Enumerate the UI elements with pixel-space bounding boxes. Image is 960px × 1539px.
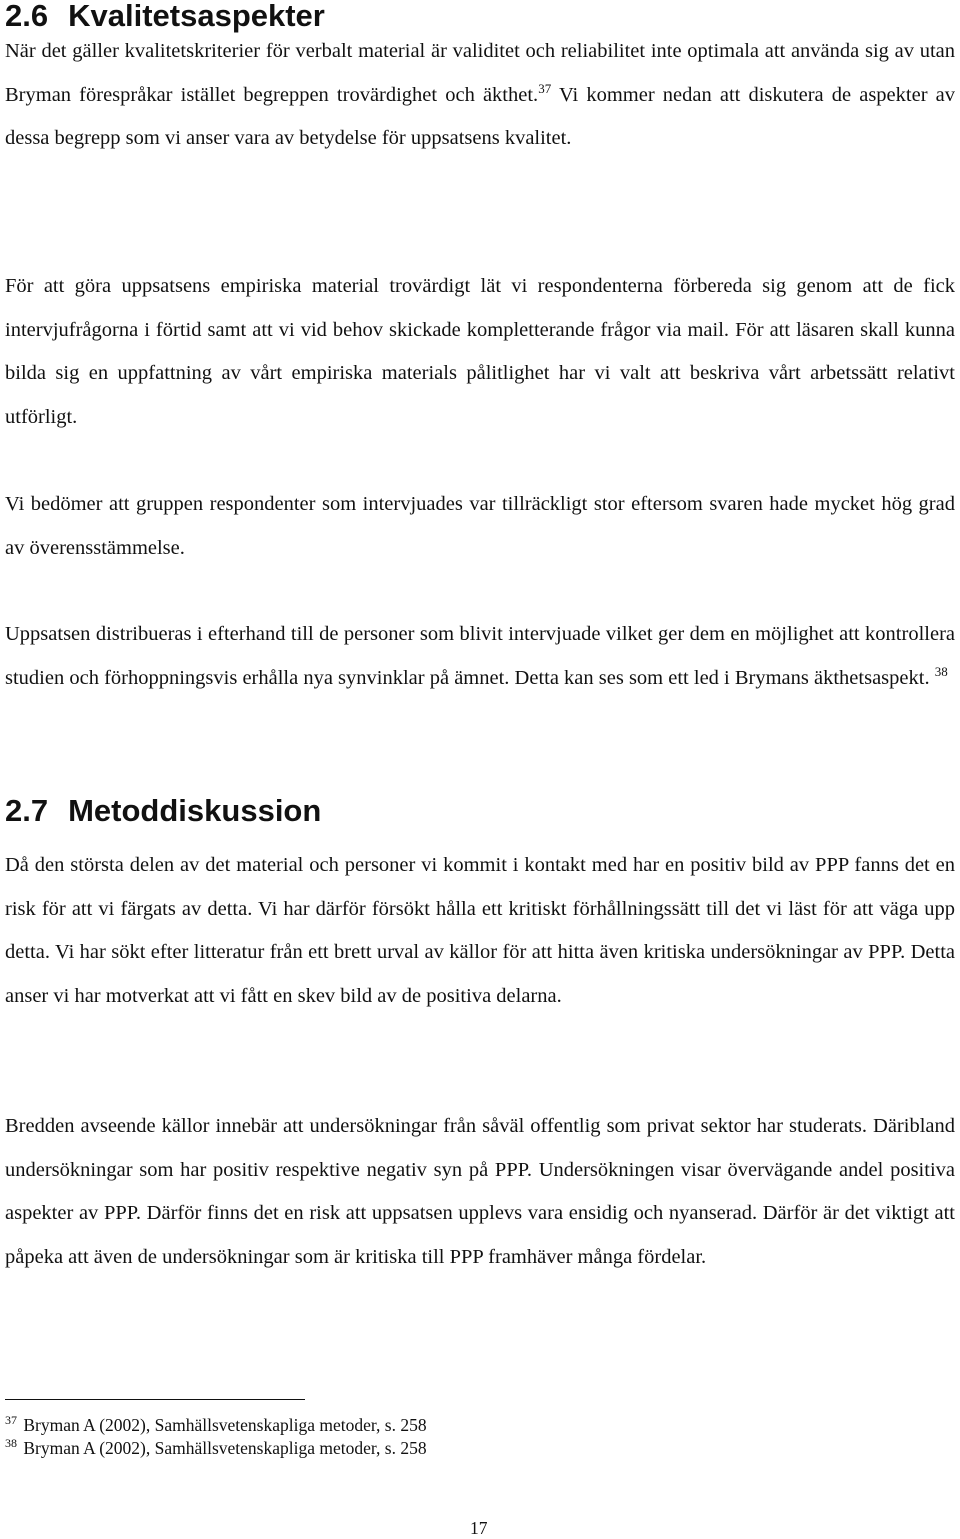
footnote-text: Bryman A (2002), Samhällsvetenskapliga metoder, s. 258 bbox=[19, 1415, 427, 1435]
footnote-number: 37 bbox=[5, 1413, 17, 1427]
footnotes bbox=[5, 1414, 427, 1460]
footnote-number: 38 bbox=[5, 1436, 17, 1450]
paragraph-quality-criteria bbox=[5, 30, 955, 161]
section-number: 2.7 bbox=[5, 793, 49, 828]
footnote-ref-38[interactable]: 38 bbox=[934, 663, 948, 679]
section-heading-kvalitetsaspekter bbox=[5, 0, 325, 32]
section-title: Metoddiskussion bbox=[68, 793, 322, 828]
paragraph-credibility: För att göra uppsatsens empiriska material trovärdigt lät vi respondenterna förbereda sig genom att de fick intervjufrågorna i förtid samt att vi vid behov skickade kompletterande frågor via mail. För att läsaren skall kunna bilda sig en uppfattning av vårt empiriska materials pålitlighet har vi valt att beskriva vårt arbetssätt relativt utförligt. bbox=[5, 275, 955, 428]
footnote-ref-37[interactable]: 37 bbox=[538, 80, 552, 96]
footnote-38 bbox=[5, 1437, 427, 1460]
paragraph-source-breadth: Bredden avseende källor innebär att undersökningar från såväl offentlig som privat sektor har studerats. Däribland undersökningar som har positiv respektive negativ syn på PPP. Undersökningen visar övervägande andel positiva aspekter av PPP. Därför finns det en risk att uppsatsen upplevs vara ensidig och nyanserad. Därför är det viktigt att påpeka att även de undersökningar som är kritiska till PPP framhäver många fördelar. bbox=[5, 1115, 955, 1268]
paragraph-method-bias: Då den största delen av det material och personer vi kommit i kontakt med har en positiv bild av PPP fanns det en risk för att vi färgats av detta. Vi har därför försökt hålla ett kritiskt förhållningssätt till det vi läst för att väga upp detta. Vi har sökt efter litteratur från ett brett urval av källor för att hitta även kritiska undersökningar av PPP. Detta anser vi har motverkat att vi fått en skev bild av de positiva delarna. bbox=[5, 854, 955, 1007]
paragraph-distribution bbox=[5, 613, 955, 700]
section-heading-metoddiskussion bbox=[5, 795, 321, 827]
page-number: 17 bbox=[470, 1518, 488, 1538]
footnote-37 bbox=[5, 1414, 427, 1437]
footnote-text: Bryman A (2002), Samhällsvetenskapliga metoder, s. 258 bbox=[19, 1438, 427, 1458]
footnote-divider bbox=[5, 1399, 305, 1400]
paragraph-text: När det gäller kvalitetskriterier för verbalt material är validitet och reliabilitet inte optimala att använda sig av utan Bryman förespråkar istället begreppen trovärdighet och äkthet. bbox=[5, 40, 955, 106]
paragraph-respondent-group: Vi bedömer att gruppen respondenter som intervjuades var tillräckligt stor eftersom svaren hade mycket hög grad av överensstämmelse. bbox=[5, 493, 955, 559]
section-title: Kvalitetsaspekter bbox=[68, 0, 325, 33]
paragraph-text: Uppsatsen distribueras i efterhand till de personer som blivit intervjuade vilket ger dem en möjlighet att kontrollera studien och förhoppningsvis erhålla nya synvinklar på ämnet. Detta kan ses som ett led i Brymans äkthetsaspekt. bbox=[5, 623, 955, 689]
section-number: 2.6 bbox=[5, 0, 49, 33]
paragraph-text: Vi kommer nedan att diskutera de aspekter av dessa begrepp som vi anser vara av betydelse för uppsatsens kvalitet. bbox=[5, 83, 956, 149]
